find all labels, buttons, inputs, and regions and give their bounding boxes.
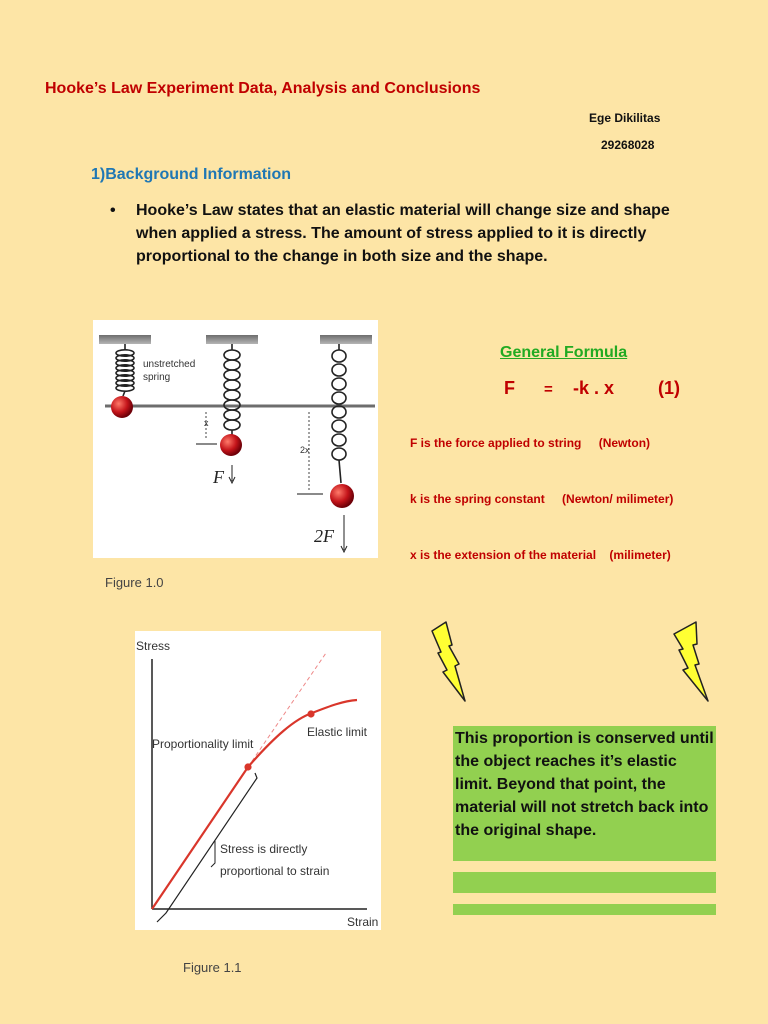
label-direct-line1: Stress is directly bbox=[220, 842, 308, 856]
lightning-bolt-icon-left bbox=[429, 619, 469, 705]
label-elastic-limit: Elastic limit bbox=[307, 725, 368, 739]
section-heading-background: 1)Background Information bbox=[91, 166, 292, 183]
spring-unstretched bbox=[116, 344, 134, 396]
definition-force-text: F is the force applied to string bbox=[410, 436, 582, 450]
spring-stretched-2x bbox=[332, 344, 346, 483]
label-2x: 2x bbox=[300, 445, 310, 455]
label-force-2F: 2F bbox=[314, 526, 334, 546]
linear-extension-dashed bbox=[248, 653, 326, 767]
definition-spring-constant-unit: (Newton/ milimeter) bbox=[562, 492, 674, 506]
x-axis-label: Strain bbox=[347, 915, 379, 929]
spring-diagram bbox=[93, 320, 378, 558]
green-bar-2 bbox=[453, 904, 716, 915]
formula-lhs: F bbox=[504, 378, 515, 398]
formula-number: (1) bbox=[658, 378, 680, 398]
definition-extension-text: x is the extension of the material bbox=[410, 548, 597, 562]
label-x: x bbox=[204, 418, 209, 428]
definition-extension-unit: (milimeter) bbox=[609, 548, 671, 562]
spring-diagram-figure bbox=[93, 320, 378, 558]
definition-extension bbox=[410, 548, 671, 562]
label-force-F: F bbox=[213, 467, 224, 487]
label-unstretched: unstretched bbox=[143, 359, 196, 370]
stress-strain-diagram bbox=[135, 631, 381, 930]
green-bar-1 bbox=[453, 872, 716, 893]
definition-force-unit: (Newton) bbox=[598, 436, 651, 450]
formula-expression bbox=[504, 378, 704, 402]
definition-spring-constant bbox=[410, 492, 673, 506]
formula-equals: = bbox=[544, 381, 553, 398]
elastic-limit-point bbox=[307, 710, 314, 717]
mass-ball-2 bbox=[220, 434, 242, 456]
y-axis-label: Stress bbox=[136, 639, 171, 653]
label-direct-line2: proportional to strain bbox=[220, 864, 330, 878]
lightning-bolt-icon-right bbox=[670, 619, 714, 705]
label-spring: spring bbox=[143, 372, 171, 383]
definition-force bbox=[410, 436, 650, 450]
figure-1-0-caption: Figure 1.0 bbox=[105, 575, 164, 590]
student-id: 29268028 bbox=[601, 138, 655, 152]
figure-1-1-caption: Figure 1.1 bbox=[183, 960, 242, 975]
bullet-hookes-law: • Hooke’s Law states that an elastic material will change size and shape when applied a stress. The amount of stress applied to it is directly proportional to the change in both size and the shape. bbox=[110, 199, 710, 268]
author-name: Ege Dikilitas bbox=[589, 111, 661, 125]
ceiling-bar-2 bbox=[206, 335, 258, 344]
label-proportionality-limit: Proportionality limit bbox=[152, 737, 254, 751]
background-bullet-list bbox=[110, 199, 710, 268]
mass-ball-1 bbox=[111, 396, 133, 418]
proportionality-limit-point bbox=[244, 763, 251, 770]
spring-stretched-x bbox=[224, 344, 240, 435]
general-formula-heading: General Formula bbox=[500, 344, 628, 361]
mass-ball-3 bbox=[330, 484, 354, 508]
ceiling-bar-3 bbox=[320, 335, 372, 344]
definition-spring-constant-text: k is the spring constant bbox=[410, 492, 545, 506]
formula-rhs: -k . x bbox=[573, 378, 615, 398]
ceiling-bar-1 bbox=[99, 335, 151, 344]
elastic-limit-note-text: This proportion is conserved until the object reaches it’s elastic limit. Beyond that point, the material will not stretch back into the original shape. bbox=[455, 730, 714, 839]
stress-strain-figure bbox=[135, 631, 381, 930]
elastic-limit-note-box bbox=[453, 726, 716, 861]
document-title: Hooke’s Law Experiment Data, Analysis and Conclusions bbox=[45, 80, 481, 97]
